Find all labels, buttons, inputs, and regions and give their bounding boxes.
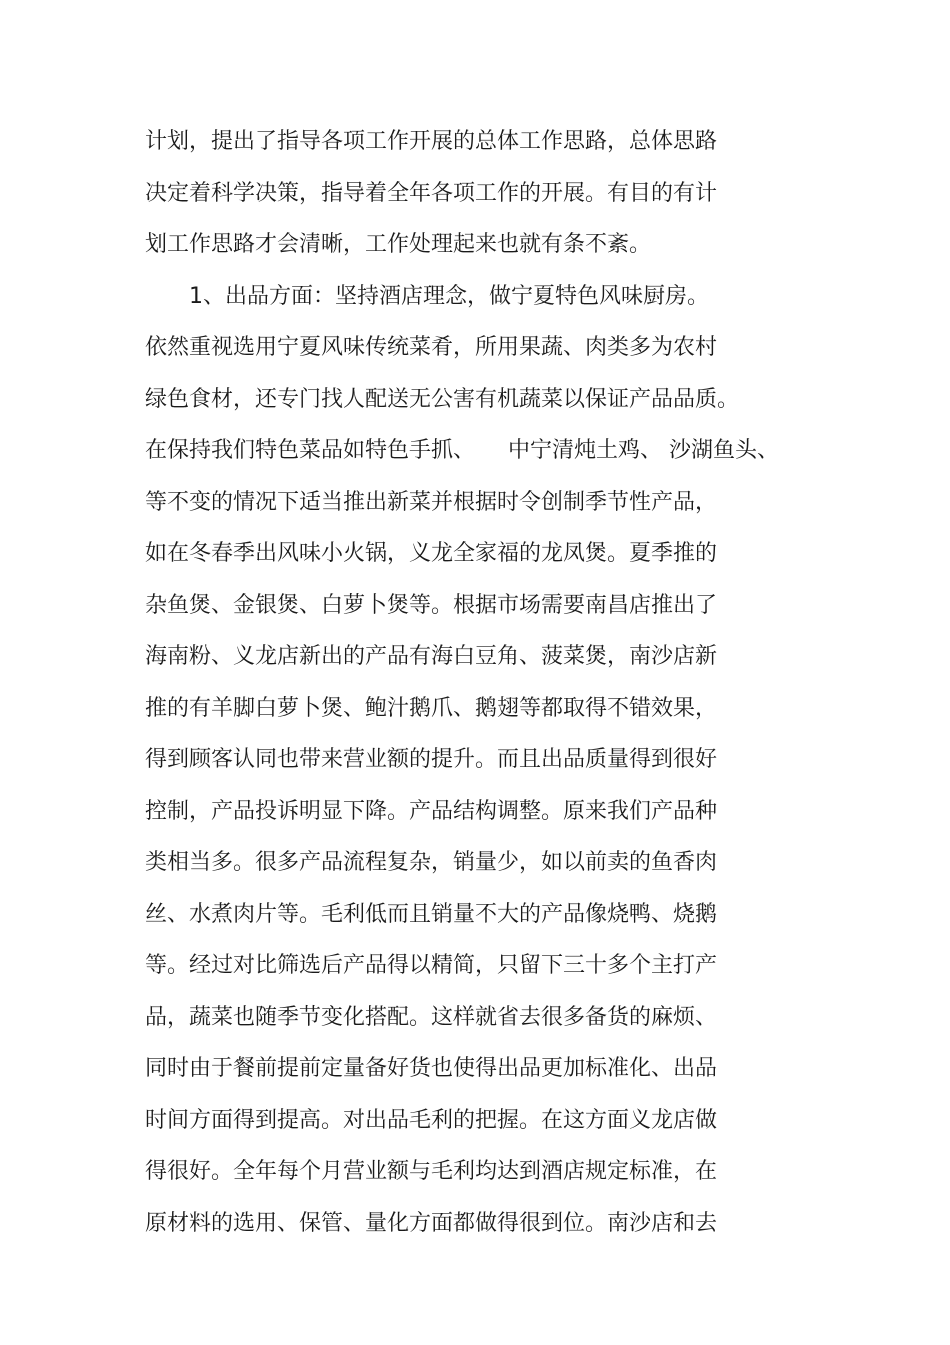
text-line: 时间方面得到提高。对出品毛利的把握。在这方面义龙店做 (145, 1107, 718, 1133)
section-heading-line: 1、出品方面：坚持酒店理念，做宁夏特色风味厨房。 (189, 283, 709, 309)
text-line: 品，蔬菜也随季节变化搭配。这样就省去很多备货的麻烦、 (145, 1004, 718, 1030)
text-line: 如在冬春季出风味小火锅，义龙全家福的龙凤煲。夏季推的 (145, 541, 718, 566)
text-line: 丝、水煮肉片等。毛利低而且销量不大的产品像烧鸭、烧鹅 (145, 901, 718, 927)
text-line: 决定着科学决策，指导着全年各项工作的开展。有目的有计 (145, 180, 718, 206)
text-line: 计划，提出了指导各项工作开展的总体工作思路，总体思路 (145, 129, 718, 154)
text-line: 划工作思路才会清晰，工作处理起来也就有条不紊。 (145, 232, 652, 257)
text-line: 得到顾客认同也带来营业额的提升。而且出品质量得到很好 (145, 747, 718, 772)
text-line: 类相当多。很多产品流程复杂，销量少，如以前卖的鱼香肉 (145, 850, 718, 875)
text-line: 绿色食材，还专门找人配送无公害有机蔬菜以保证产品品质。 (145, 386, 740, 412)
text-line: 在保持我们特色菜品如特色手抓、 中宁清炖土鸡、 沙湖鱼头、 (145, 438, 779, 463)
text-line: 推的有羊脚白萝卜煲、鲍汁鹅爪、鹅翅等都取得不错效果， (145, 695, 718, 721)
text-line: 同时由于餐前提前定量备好货也使得出品更加标准化、出品 (145, 1056, 718, 1081)
text-line: 等。经过对比筛选后产品得以精简，只留下三十多个主打产 (145, 953, 718, 978)
text-line: 依然重视选用宁夏风味传统菜肴，所用果蔬、肉类多为农村 (145, 335, 718, 360)
text-line: 得很好。全年每个月营业额与毛利均达到酒店规定标准，在 (145, 1159, 718, 1184)
text-line: 杂鱼煲、金银煲、白萝卜煲等。根据市场需要南昌店推出了 (145, 592, 718, 618)
text-line: 等不变的情况下适当推出新菜并根据时令创制季节性产品， (145, 489, 718, 515)
body-text (145, 122, 945, 1255)
text-line: 原材料的选用、保管、量化方面都做得很到位。南沙店和去 (145, 1210, 718, 1236)
text-line: 海南粉、义龙店新出的产品有海白豆角、菠菜煲，南沙店新 (145, 644, 718, 669)
text-line: 控制，产品投诉明显下降。产品结构调整。原来我们产品种 (145, 798, 718, 824)
